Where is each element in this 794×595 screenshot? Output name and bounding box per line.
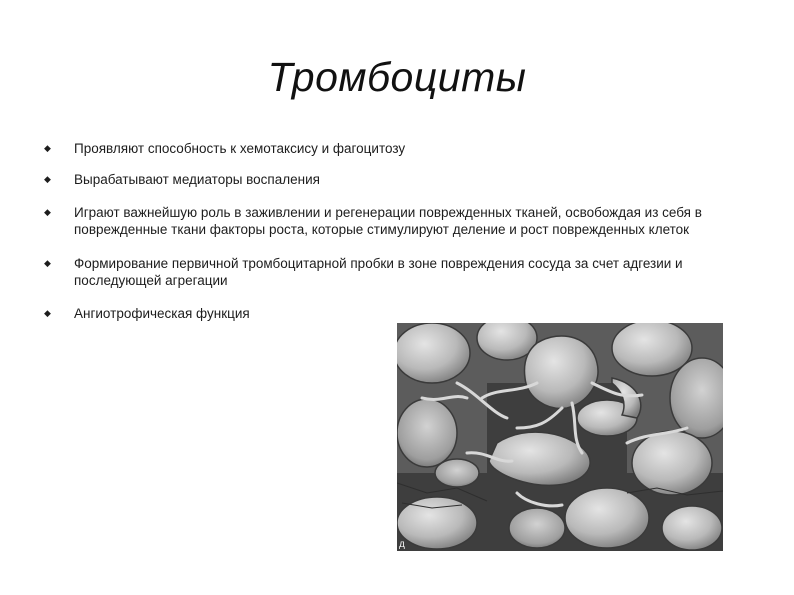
photo-corner-label: д — [399, 539, 405, 550]
diamond-bullet-icon: ◆ — [44, 308, 51, 318]
diamond-bullet-icon: ◆ — [44, 258, 51, 268]
bullet-text: Ангиотрофическая функция — [74, 306, 250, 321]
list-item — [44, 171, 744, 188]
list-item — [44, 305, 744, 322]
list-item — [44, 255, 744, 289]
bullet-text: Формирование первичной тромбоцитарной пробки в зоне повреждения сосуда за счет адгезии и последующей агрегации — [74, 256, 683, 288]
bullet-list — [44, 140, 744, 322]
bullet-text: Играют важнейшую роль в заживлении и регенерации поврежденных тканей, освобождая из себя в поврежденные ткани факторы роста, которые стимулируют деление и рост поврежденных клеток — [74, 205, 702, 237]
diamond-bullet-icon: ◆ — [44, 174, 51, 184]
diamond-bullet-icon: ◆ — [44, 143, 51, 153]
list-item — [44, 140, 744, 157]
diamond-bullet-icon: ◆ — [44, 207, 51, 217]
platelet-micrograph — [397, 323, 723, 551]
bullet-text: Вырабатывают медиаторы воспаления — [74, 172, 320, 187]
slide-title: Тромбоциты — [267, 54, 527, 100]
bullet-text: Проявляют способность к хемотаксису и фагоцитозу — [74, 141, 406, 156]
electron-micrograph-image — [397, 323, 723, 551]
list-item — [44, 204, 744, 238]
